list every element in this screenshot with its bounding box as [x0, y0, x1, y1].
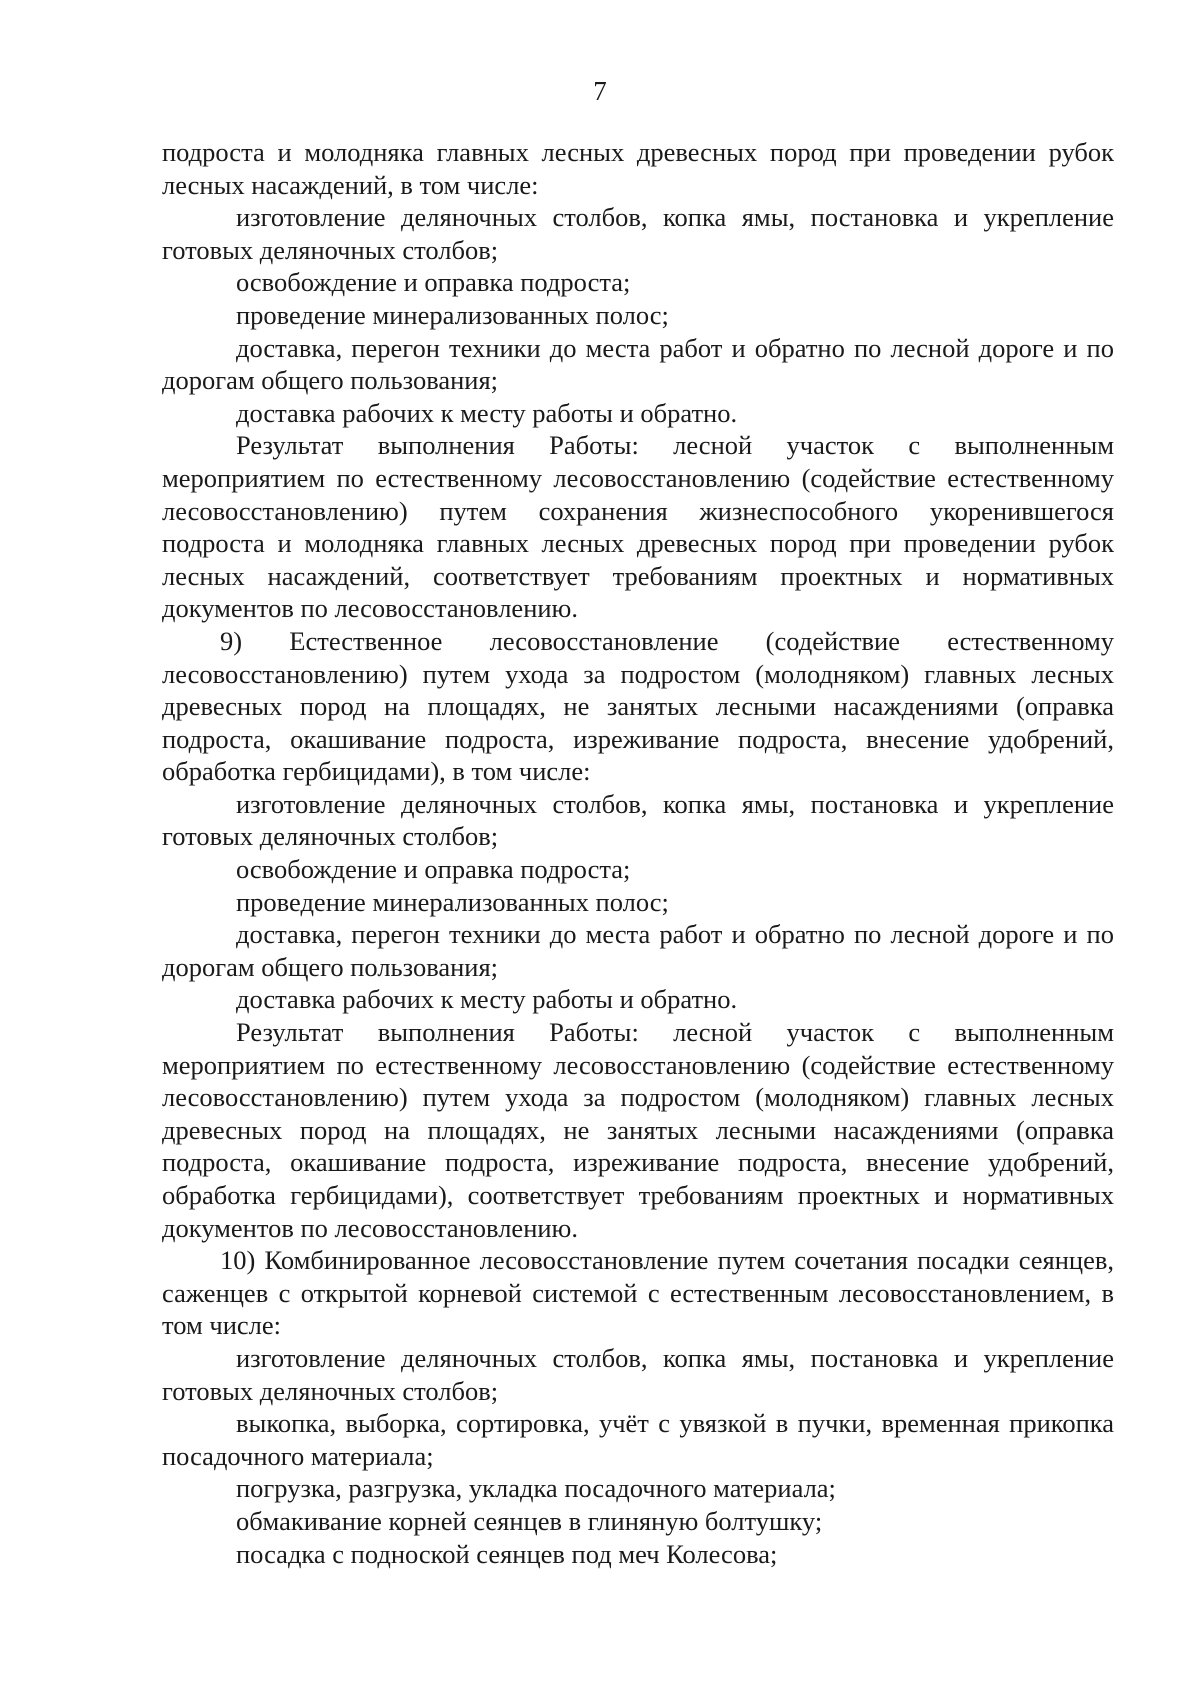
paragraph: доставка рабочих к месту работы и обратно. — [236, 397, 738, 428]
paragraph: посадка с подноской сеянцев под меч Колесова; — [236, 1538, 778, 1569]
paragraph: подроста и молодняка главных лесных древесных пород при проведении рубок лесных насаждений, в том числе: — [162, 137, 1114, 200]
paragraph: изготовление деляночных столбов, копка ямы, постановка и укрепление готовых деляночных столбов; — [162, 202, 1114, 265]
paragraph: проведение минерализованных полос; — [236, 886, 669, 917]
paragraph: обмакивание корней сеянцев в глиняную болтушку; — [236, 1505, 823, 1536]
numbered-paragraph-10: 10) Комбинированное лесовосстановление путем сочетания посадки сеянцев, саженцев с открытой корневой системой с естественным лесовосстановлением, в том числе: — [162, 1245, 1114, 1341]
paragraph: доставка, перегон техники до места работ и обратно по лесной дороге и по дорогам общего пользования; — [162, 919, 1114, 982]
paragraph: изготовление деляночных столбов, копка ямы, постановка и укрепление готовых деляночных столбов; — [162, 788, 1114, 852]
paragraph: Результат выполнения Работы: лесной участок с выполненным мероприятием по естественному лесовосстановлению (содействие естественному лесовосстановлению) путем сохранения жизнеспособного укоренившегося подроста и молодняка главных лесных древесных пород при проведении рубок лесных насаждений, соответствует требованиям проектных и нормативных документов по лесовосстановлению. — [162, 430, 1114, 624]
paragraph: погрузка, разгрузка, укладка посадочного материала; — [236, 1473, 836, 1504]
document-body — [162, 136, 1114, 1570]
paragraph: Результат выполнения Работы: лесной участок с выполненным мероприятием по естественному лесовосстановлению (содействие естественному лесовосстановлению) путем ухода за подростом (молодняком) главных лесных древесных пород на площадях, не занятых лесными насаждениями (оправка подроста, окашивание подроста, изреживание подроста, внесение удобрений, обработка гербицидами), соответствует требованиям проектных и нормативных документов по лесовосстановлению. — [162, 1017, 1114, 1243]
page-number: 7 — [593, 76, 607, 106]
paragraph: выкопка, выборка, сортировка, учёт с увязкой в пучки, временная прикопка посадочного материала; — [162, 1408, 1114, 1471]
paragraph: доставка, перегон техники до места работ и обратно по лесной дороге и по дорогам общего пользования; — [162, 332, 1114, 396]
paragraph: изготовление деляночных столбов, копка ямы, постановка и укрепление готовых деляночных столбов; — [162, 1342, 1114, 1406]
paragraph: освобождение и оправка подроста; — [236, 854, 631, 885]
paragraph: проведение минерализованных полос; — [236, 299, 669, 330]
numbered-paragraph-9: 9) Естественное лесовосстановление (содействие естественному лесовосстановлению) путем ухода за подростом (молодняком) главных лесных древесных пород на площадях, не занятых лесными насаждениями (оправка подроста, окашивание подроста, изреживание подроста, внесение удобрений, обработка гербицидами), в том числе: — [162, 625, 1114, 787]
paragraph: освобождение и оправка подроста; — [236, 267, 631, 298]
paragraph: доставка рабочих к месту работы и обратно. — [236, 984, 738, 1015]
